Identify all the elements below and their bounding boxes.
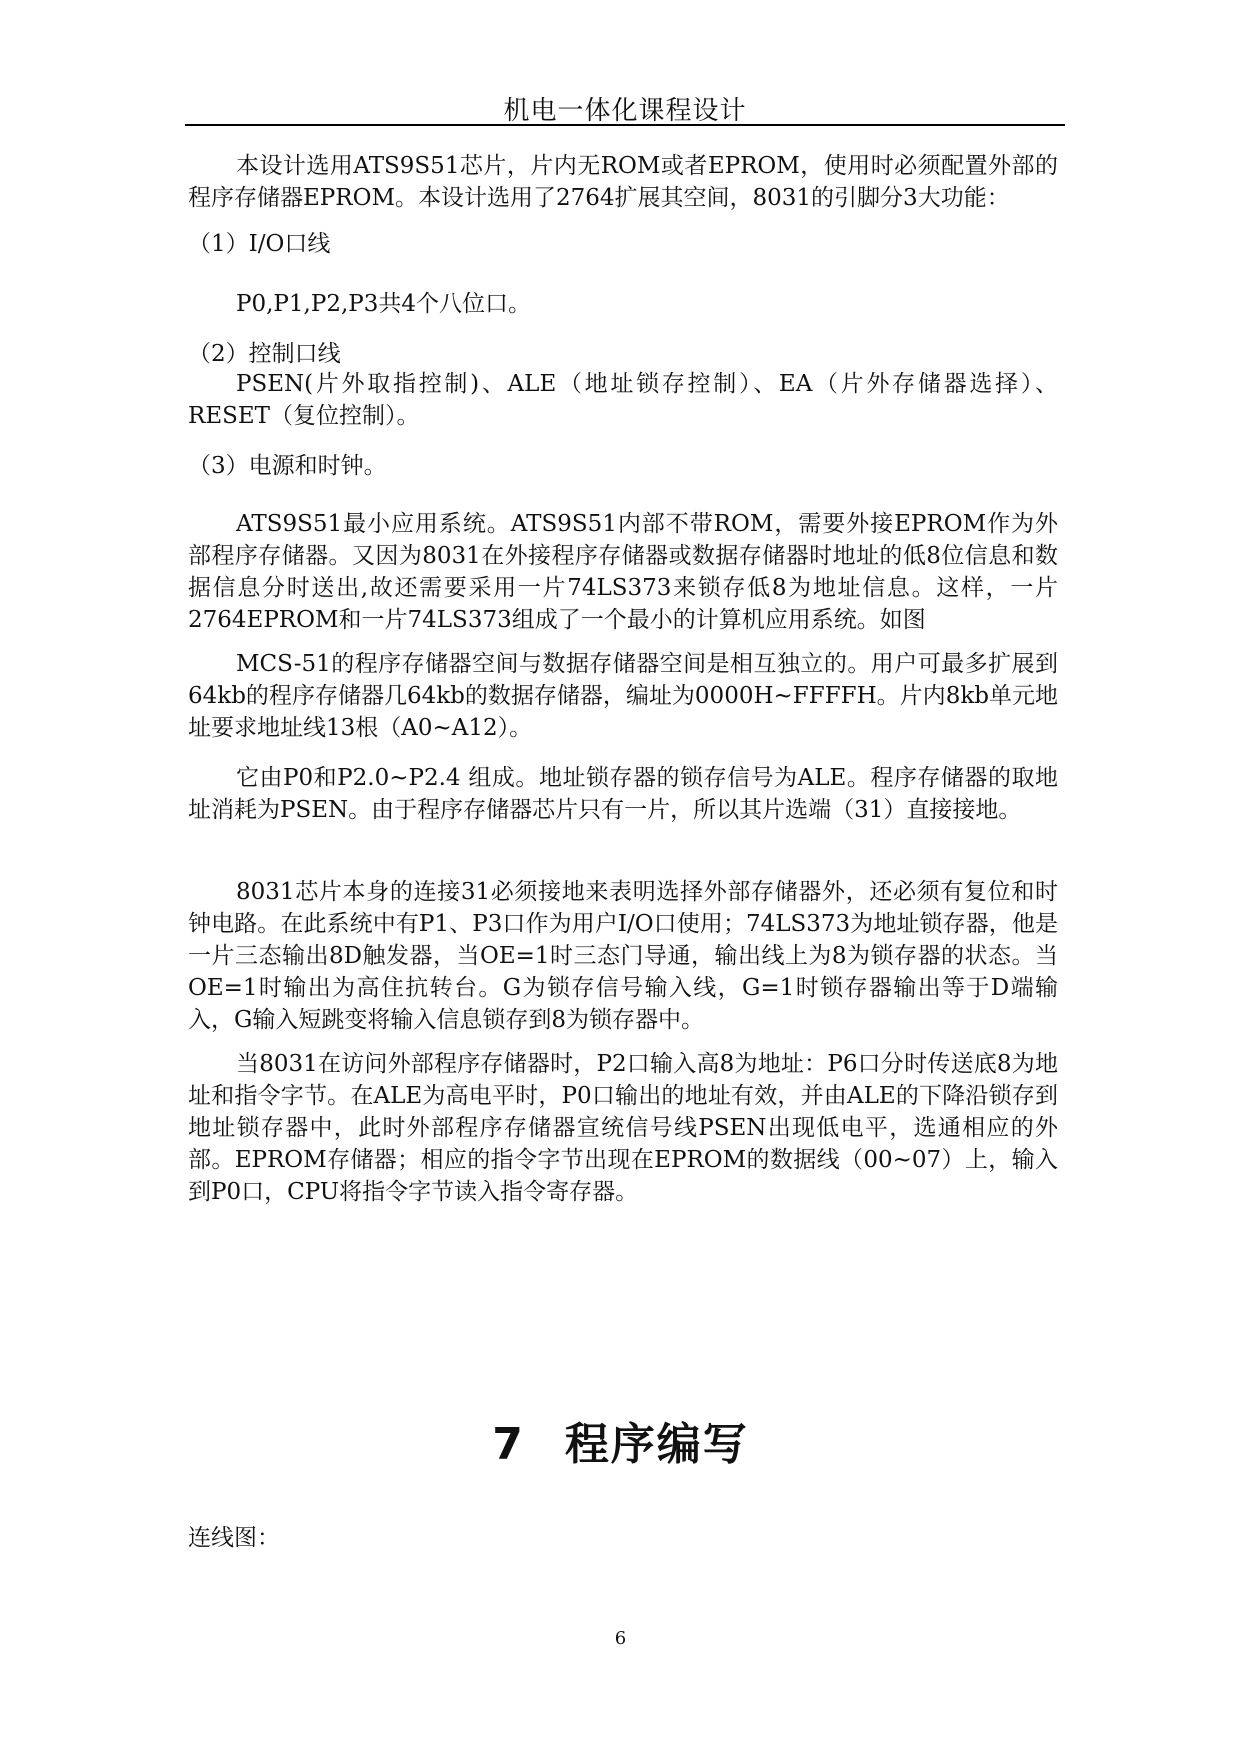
page-number: 6 (614, 1628, 627, 1649)
chapter-heading (0, 1408, 1241, 1472)
header-rule (185, 124, 1065, 126)
item-io-lines: （1）I/O口线 (188, 231, 331, 257)
page-header-title: 机电一体化课程设计 (503, 96, 747, 126)
io-ports-text: P0,P1,P2,P3共4个八位口。 (236, 291, 532, 317)
paragraph-intro: 本设计选用ATS9S51芯片，片内无ROM或者EPROM，使用时必须配置外部的程序存储器EPROM。本设计选用了2764扩展其空间，8031的引脚分3大功能： (188, 153, 1058, 211)
item-power-clock: （3）电源和时钟。 (188, 453, 387, 479)
paragraph-access-sequence: 当8031在访问外部程序存储器时，P2口输入高8为地址：P6口分时传送底8为地址和指令字节。在ALE为高电平时，P0口输出的地址有效，并由ALE的下降沿锁存到地址锁存器中，此时外部程序存储器宣统信号线PSEN出现低电平，选通相应的外部。EPROM存储器；相应的指令字节出现在EPROM的数据线（00~07）上，输入到P0口，CPU将指令字节读入指令寄存器。 (188, 1051, 1058, 1205)
paragraph-chip-connection: 8031芯片本身的连接31必须接地来表明选择外部存储器外，还必须有复位和时钟电路。在此系统中有P1、P3口作为用户I/O口使用；74LS373为地址锁存器，他是一片三态输出8D触发器，当OE=1时三态门导通，输出线上为8为锁存器的状态。当OE=1时输出为高住抗转台。G为锁存信号输入线，G=1时锁存器输出等于D端输入，G输入短跳变将输入信息锁存到8为锁存器中。 (188, 879, 1058, 1033)
paragraph-memory-space: MCS-51的程序存储器空间与数据存储器空间是相互独立的。用户可最多扩展到64kb的程序存储器几64kb的数据存储器，编址为0000H~FFFFH。片内8kb单元地址要求地址线13根（A0~A12）。 (188, 651, 1058, 741)
paragraph-address-latch: 它由P0和P2.0~P2.4 组成。地址锁存器的锁存信号为ALE。程序存储器的取地址消耗为PSEN。由于程序存储器芯片只有一片，所以其片选端（31）直接接地。 (188, 765, 1058, 823)
paragraph-minimal-system: ATS9S51最小应用系统。ATS9S51内部不带ROM，需要外接EPROM作为外部程序存储器。又因为8031在外接程序存储器或数据存储器时地址的低8位信息和数据信息分时送出,故还需要采用一片74LS373来锁存低8为地址信息。这样，一片2764EPROM和一片74LS373组成了一个最小的计算机应用系统。如图 (188, 511, 1058, 633)
item-control-lines: （2）控制口线 (188, 341, 341, 367)
wiring-diagram-label: 连线图： (188, 1525, 280, 1551)
control-lines-text: PSEN(片外取指控制)、ALE（地址锁存控制）、EA（片外存储器选择）、RESET（复位控制）。 (188, 371, 1058, 429)
chapter-title: 程序编写 (564, 1419, 749, 1470)
chapter-number: 7 (492, 1419, 525, 1470)
